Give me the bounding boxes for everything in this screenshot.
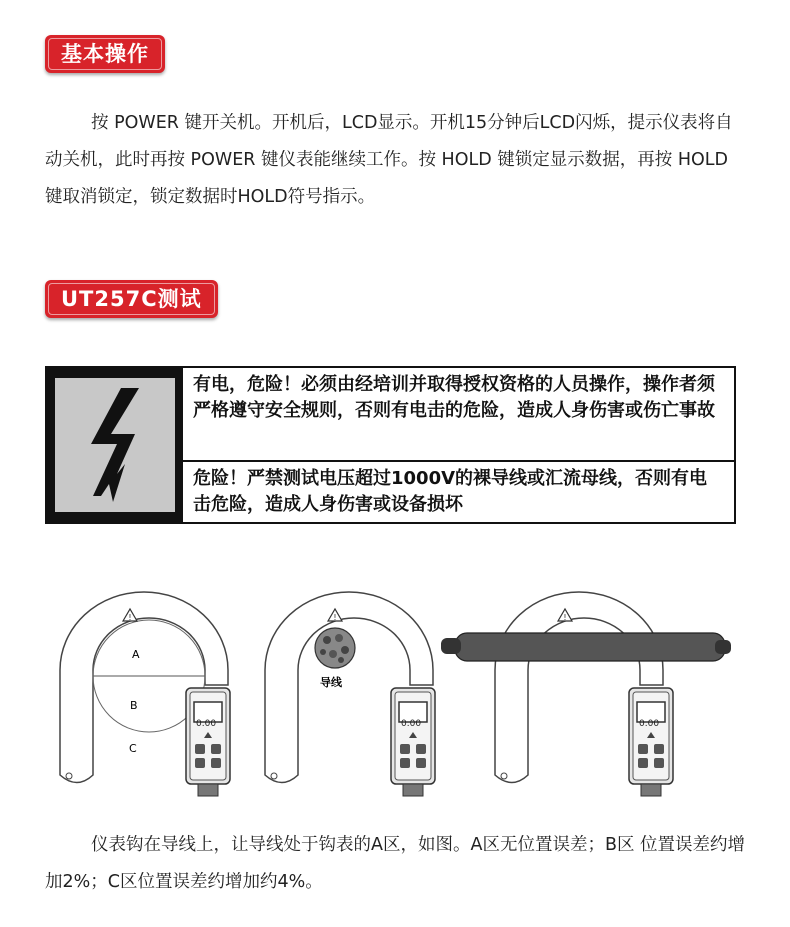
clamp-meter-zones bbox=[60, 592, 230, 796]
warning-icon-panel bbox=[47, 368, 183, 522]
meter-body bbox=[186, 688, 230, 796]
meter-body bbox=[629, 688, 673, 796]
basic-operation-text: 按 POWER 键开关机。开机后，LCD显示。开机15分钟后LCD闪烁，提示仪表将自动关机，此时再按 POWER 键仪表能继续工作。按 HOLD 键锁定显示数据，再按 HOLD 键取消锁定，锁定数据时HOLD符号指示。 bbox=[45, 113, 733, 207]
lightning-bolt-icon bbox=[55, 378, 175, 512]
conductor-label: 导线 bbox=[320, 676, 342, 689]
section-title-basic-operation: 基本操作 bbox=[45, 35, 165, 73]
ut257c-test-text: 仪表钩在导线上，让导线处于钩表的A区，如图。A区无位置误差；B区 位置误差约增加2%；C区位置误差约增加约4%。 bbox=[45, 835, 746, 892]
clamp-meter-conductor bbox=[265, 592, 435, 796]
warning-text-electric: 有电，危险！必须由经培训并取得授权资格的人员操作，操作者须严格遵守安全规则，否则有电击的危险，造成人身伤害或伤亡事故 bbox=[183, 368, 734, 462]
clamp-diagram: ! A B C 0.00 导线 0.00 0.00 bbox=[45, 590, 745, 810]
warning-box bbox=[45, 366, 736, 524]
meter-display: 0.00 bbox=[639, 719, 660, 729]
zone-label-b: B bbox=[130, 699, 138, 712]
meter-display: 0.00 bbox=[401, 719, 422, 729]
zone-label-c: C bbox=[129, 742, 137, 755]
zone-label-a: A bbox=[132, 648, 140, 661]
meter-body bbox=[391, 688, 435, 796]
section-title-ut257c-test: UT257C测试 bbox=[45, 280, 218, 318]
clamp-meter-busbar bbox=[441, 592, 731, 796]
meter-display: 0.00 bbox=[196, 719, 217, 729]
warning-text-voltage: 危险！严禁测试电压超过1000V的裸导线或汇流母线，否则有电击危险，造成人身伤害或设备损坏 bbox=[193, 468, 708, 515]
